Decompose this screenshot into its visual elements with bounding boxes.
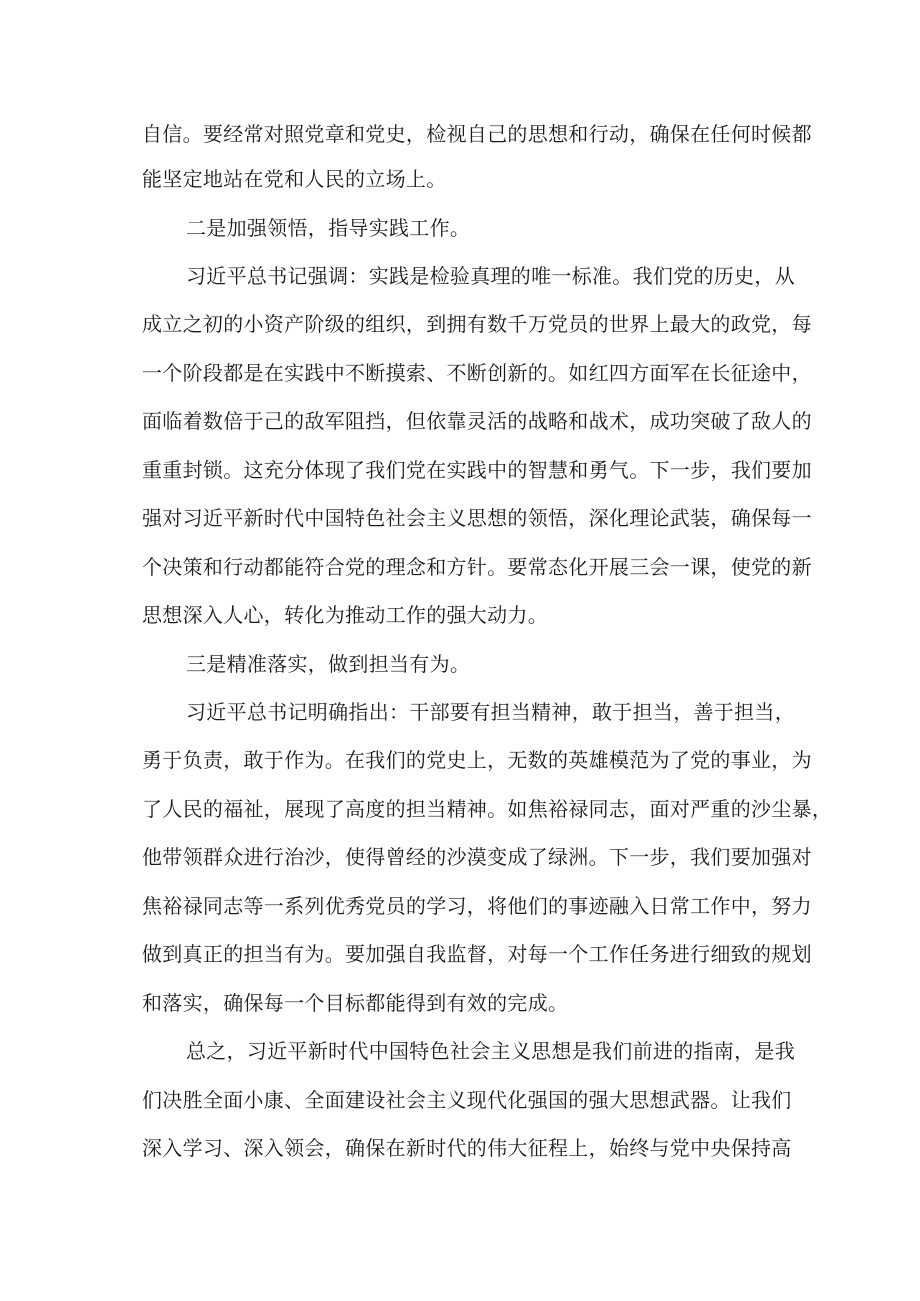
text-line: 重重封锁。这充分体现了我们党在实践中的智慧和勇气。下一步，我们要加 (142, 458, 812, 482)
section-heading: 三是精准落实，做到担当有为。 (186, 652, 471, 676)
text-line: 了人民的福祉，展现了高度的担当精神。如焦裕禄同志，面对严重的沙尘暴， (142, 797, 833, 821)
text-line: 习近平总书记明确指出：干部要有担当精神，敢于担当，善于担当， (186, 700, 795, 724)
text-line: 自信。要经常对照党章和党史，检视自己的思想和行动，确保在任何时候都 (142, 122, 812, 146)
text-line: 面临着数倍于己的敌军阻挡，但依靠灵活的战略和战术，成功突破了敌人的 (142, 409, 812, 433)
text-line: 总之，习近平新时代中国特色社会主义思想是我们前进的指南，是我 (186, 1039, 795, 1063)
text-line: 习近平总书记强调：实践是检验真理的唯一标准。我们党的历史，从 (186, 264, 795, 288)
text-line: 和落实，确保每一个目标都能得到有效的完成。 (142, 991, 569, 1015)
text-line: 思想深入人心，转化为推动工作的强大动力。 (142, 603, 548, 627)
text-line: 一个阶段都是在实践中不断摸索、不断创新的。如红四方面军在长征途中， (142, 361, 812, 385)
text-line: 深入学习、深入领会，确保在新时代的伟大征程上，始终与党中央保持高 (142, 1136, 792, 1160)
text-line: 个决策和行动都能符合党的理念和方针。要常态化开展三会一课，使党的新 (142, 555, 812, 579)
text-line: 勇于负责，敢于作为。在我们的党史上，无数的英雄模范为了党的事业，为 (142, 748, 812, 772)
text-line: 成立之初的小资产阶级的组织，到拥有数千万党员的世界上最大的政党，每 (142, 312, 812, 336)
text-line: 能坚定地站在党和人民的立场上。 (142, 167, 447, 191)
text-line: 焦裕禄同志等一系列优秀党员的学习，将他们的事迹融入日常工作中，努力 (142, 894, 812, 918)
section-heading: 二是加强领悟，指导实践工作。 (186, 216, 471, 240)
text-line: 们决胜全面小康、全面建设社会主义现代化强国的强大思想武器。让我们 (142, 1088, 792, 1112)
text-line: 他带领群众进行治沙，使得曾经的沙漠变成了绿洲。下一步，我们要加强对 (142, 845, 812, 869)
text-line: 做到真正的担当有为。要加强自我监督，对每一个工作任务进行细致的规划 (142, 942, 812, 966)
text-line: 强对习近平新时代中国特色社会主义思想的领悟，深化理论武装，确保每一 (142, 506, 812, 530)
